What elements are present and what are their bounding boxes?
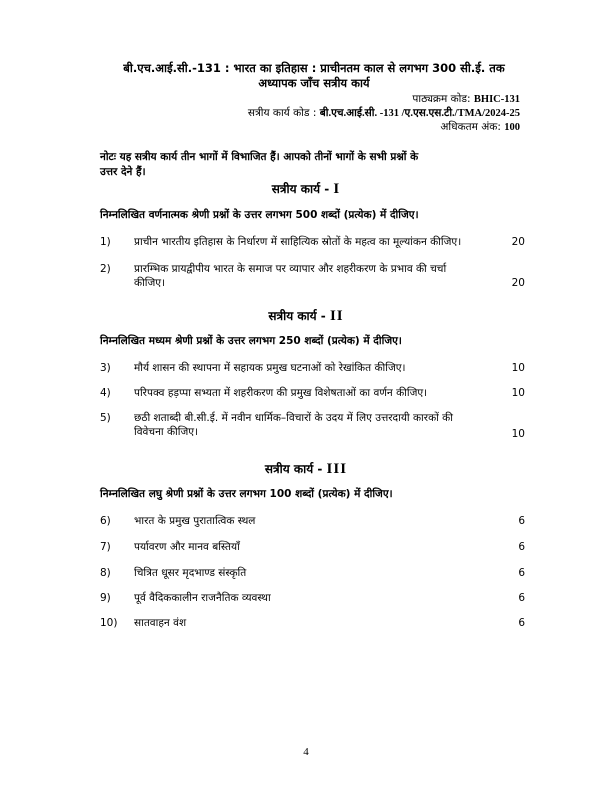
note-line-2: उत्तर देने हैं। [100, 166, 146, 178]
section-instruction-1: निम्नलिखित वर्णनात्मक श्रेणी प्रश्नों के उत्तर लगभग 500 शब्दों (प्रत्येक) में दीजिए। [100, 209, 419, 221]
section-roman: I [333, 181, 341, 197]
question-number: 4) [100, 387, 111, 399]
question-marks: 10 [511, 362, 525, 374]
question-number: 6) [100, 515, 111, 527]
question-number: 10) [100, 617, 118, 629]
question-number: 3) [100, 362, 111, 374]
page-number: 4 [303, 746, 309, 758]
question-marks: 10 [511, 428, 525, 440]
max-marks-label: अधिकतम अंक: [440, 121, 501, 133]
note [100, 150, 525, 180]
question-text-line-1: छठी शताब्दी बी.सी.ई. में नवीन धार्मिक–विचारों के उदय में लिए उत्तरदायी कारकों की [134, 412, 453, 424]
course-code-label: पाठ्यक्रम कोड: [412, 93, 471, 105]
question-text: पूर्व वैदिककालीन राजनैतिक व्यवस्था [134, 592, 271, 604]
question-marks: 20 [511, 236, 525, 248]
question-marks: 6 [518, 617, 525, 629]
note-line-1: नोटः यह सत्रीय कार्य तीन भागों में विभाजित हैं। आपको तीनों भागों के सभी प्रश्नों के [100, 151, 419, 163]
assignment-code-value: बी.एच.आई.सी. -131 /ए.एस.एस.टी./TMA/2024-25 [319, 108, 520, 119]
assignment-code [248, 106, 520, 121]
max-marks [440, 120, 520, 135]
section-heading-1 [0, 180, 612, 198]
question-marks: 6 [518, 592, 525, 604]
question-marks: 10 [511, 387, 525, 399]
question-text: पर्यावरण और मानव बस्तियाँ [134, 541, 240, 553]
section-heading-2 [0, 307, 612, 325]
section-instruction-3: निम्नलिखित लघु श्रेणी प्रश्नों के उत्तर लगभग 100 शब्दों (प्रत्येक) में दीजिए। [100, 488, 393, 500]
question-2 [100, 262, 525, 292]
question-number: 5) [100, 412, 111, 424]
question-text: प्राचीन भारतीय इतिहास के निर्धारण में साहित्यिक स्रोतों के महत्व का मूल्यांकन कीजिए। [134, 236, 462, 248]
question-text: मौर्य शासन की स्थापना में सहायक प्रमुख घटनाओं को रेखांकित कीजिए। [134, 362, 406, 374]
question-number: 7) [100, 541, 111, 553]
question-text-line-2: विवेचना कीजिए। [134, 426, 199, 438]
question-marks: 6 [518, 515, 525, 527]
section-heading-text: सत्रीय कार्य - [264, 462, 323, 476]
section-heading-3 [0, 460, 612, 478]
question-number: 9) [100, 592, 111, 604]
question-text: चित्रित धूसर मृदभाण्ड संस्कृति [134, 567, 247, 579]
question-number: 1) [100, 236, 111, 248]
max-marks-value: 100 [504, 122, 520, 133]
document-title [94, 61, 534, 91]
title-line-2: अध्यापक जाँच सत्रीय कार्य [258, 76, 370, 90]
section-heading-text: सत्रीय कार्य - [268, 309, 326, 323]
course-code [412, 92, 520, 107]
question-text-line-2: कीजिए। [134, 277, 166, 289]
course-code-value: BHIC-131 [473, 94, 520, 105]
question-number: 2) [100, 263, 111, 275]
question-text: परिपक्व हड़प्पा सभ्यता में शहरीकरण की प्रमुख विशेषताओं का वर्णन कीजिए। [134, 387, 428, 399]
question-5 [100, 411, 525, 441]
section-heading-text: सत्रीय कार्य - [271, 182, 330, 196]
question-marks: 6 [518, 567, 525, 579]
assignment-code-label: सत्रीय कार्य कोड : [247, 107, 317, 119]
section-instruction-2: निम्नलिखित मध्यम श्रेणी प्रश्नों के उत्तर लगभग 250 शब्दों (प्रत्येक) में दीजिए। [100, 335, 402, 347]
section-roman: II [329, 308, 344, 324]
section-roman: III [326, 461, 348, 477]
question-marks: 20 [511, 277, 525, 289]
question-marks: 6 [518, 541, 525, 553]
title-line-1: बी.एच.आई.सी.-131 : भारत का इतिहास : प्राचीनतम काल से लगभग 300 सी.ई. तक [123, 61, 505, 75]
question-text: सातवाहन वंश [134, 617, 187, 629]
question-text: भारत के प्रमुख पुरातात्विक स्थल [134, 515, 256, 527]
question-number: 8) [100, 567, 111, 579]
question-text-line-1: प्रारम्भिक प्रायद्वीपीय भारत के समाज पर व्यापार और शहरीकरण के प्रभाव की चर्चा [134, 263, 447, 275]
